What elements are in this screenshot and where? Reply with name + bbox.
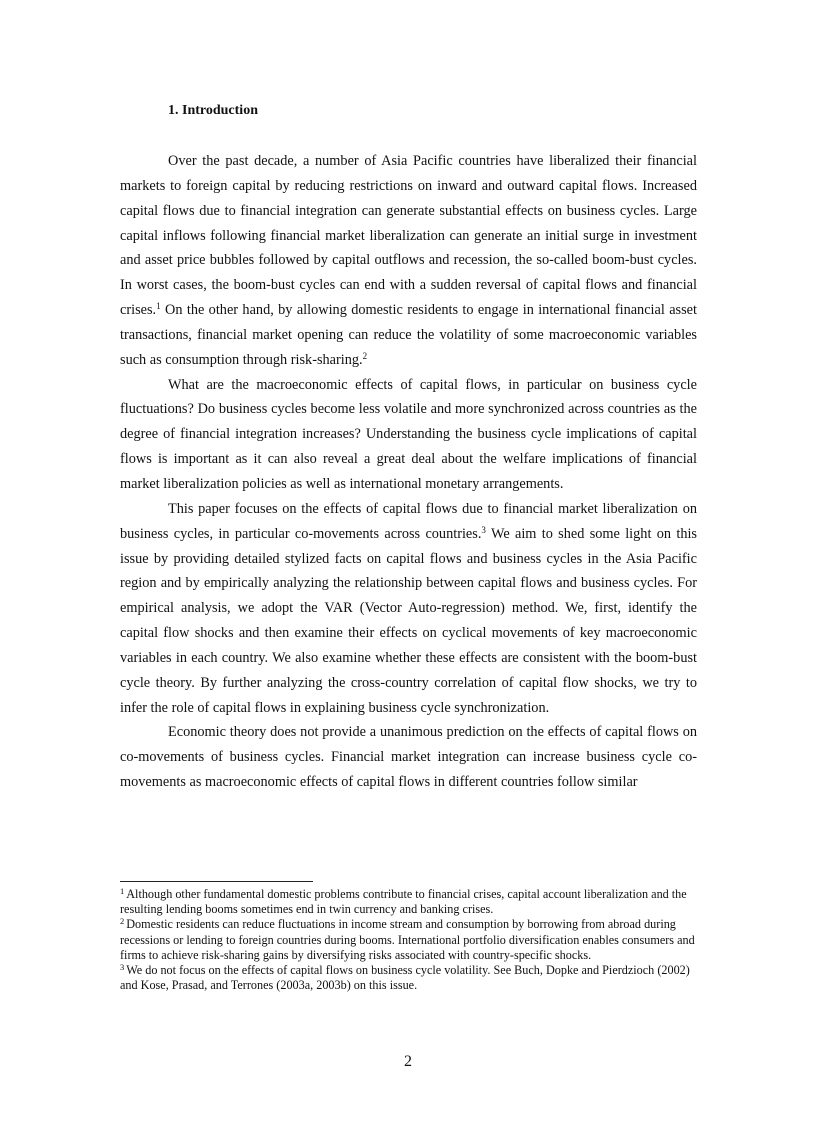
- footnote-separator: [120, 881, 313, 882]
- paragraph-3: [120, 497, 697, 721]
- footnote-ref-3: 3: [481, 524, 486, 535]
- paragraph-3-text-1: This paper focuses on the effects of capital flows due to financial market liberalization on business cycles, in particular co-movements across countries.: [120, 500, 697, 542]
- footnote-mark-2: 2: [120, 916, 125, 927]
- paragraph-1: [120, 149, 697, 373]
- footnote-ref-1: 1: [156, 301, 161, 312]
- footnote-2-text: Domestic residents can reduce fluctuations in income stream and consumption by borrowing from abroad during recessions or lending to foreign countries during booms. International portfolio diversification enables consumers and firms to achieve risk-sharing gains by diversifying risks associated with country-specific shocks.: [120, 917, 695, 962]
- footnotes: [120, 887, 697, 993]
- footnote-2: [120, 917, 697, 963]
- footnote-1: [120, 887, 697, 917]
- footnote-1-text: Although other fundamental domestic problems contribute to financial crises, capital account liberalization and the resulting lending booms sometimes end in twin currency and banking crises.: [120, 887, 687, 917]
- paragraph-1-text-1: Over the past decade, a number of Asia Pacific countries have liberalized their financial markets to foreign capital by reducing restrictions on inward and outward capital flows. Increased capital flows due to financial integration can generate substantial effects on business cycles. Large capital inflows following financial market liberalization can generate an initial surge in investment and asset price bubbles followed by capital outflows and recession, the so-called boom-bust cycles. In worst cases, the boom-bust cycles can end with a sudden reversal of capital flows and financial crises.: [120, 153, 697, 319]
- footnote-mark-1: 1: [120, 886, 125, 896]
- body-text: [120, 149, 697, 795]
- footnote-3: [120, 963, 697, 993]
- footnote-3-text: We do not focus on the effects of capital flows on business cycle volatility. See Buch, Dopke and Pierdzioch (2002) and Kose, Prasad, and Terrones (2003a, 2003b) on this issue.: [120, 963, 690, 993]
- page-number: 2: [404, 1053, 412, 1070]
- paragraph-2-text: What are the macroeconomic effects of capital flows, in particular on business cycle fluctuations? Do business cycles become less volatile and more synchronized across countries as the degree of financial integration increases? Understanding the business cycle implications of capital flows is important as it can also reveal a great deal about the welfare implications of financial market liberalization policies as well as international monetary arrangements.: [120, 376, 697, 492]
- paragraph-3-text-2: We aim to shed some light on this issue by providing detailed stylized facts on capital flows and business cycles in the Asia Pacific region and by empirically analyzing the relationship between capital flows and business cycles. For empirical analysis, we adopt the VAR (Vector Auto-regression) method. We, first, identify the capital flow shocks and then examine their effects on cyclical movements of key macroeconomic variables in each country. We also examine whether these effects are consistent with the boom-bust cycle theory. By further analyzing the cross-country correlation of capital flow shocks, we try to infer the role of capital flows in explaining business cycle synchronization.: [120, 525, 697, 716]
- footnote-ref-2: 2: [362, 350, 368, 361]
- paragraph-4-text: Economic theory does not provide a unanimous prediction on the effects of capital flows on co-movements of business cycles. Financial market integration can increase business cycle co-movements as macroeconomic effects of capital flows in different countries follow similar: [120, 724, 697, 791]
- paragraph-2: [120, 373, 697, 497]
- section-heading: 1. Introduction: [168, 103, 258, 118]
- footnote-mark-3: 3: [120, 962, 125, 973]
- paragraph-4: [120, 720, 697, 795]
- paragraph-1-text-2: On the other hand, by allowing domestic residents to engage in international financial asset transactions, financial market opening can reduce the volatility of some macroeconomic variables such as consumption through risk-sharing.: [120, 302, 697, 368]
